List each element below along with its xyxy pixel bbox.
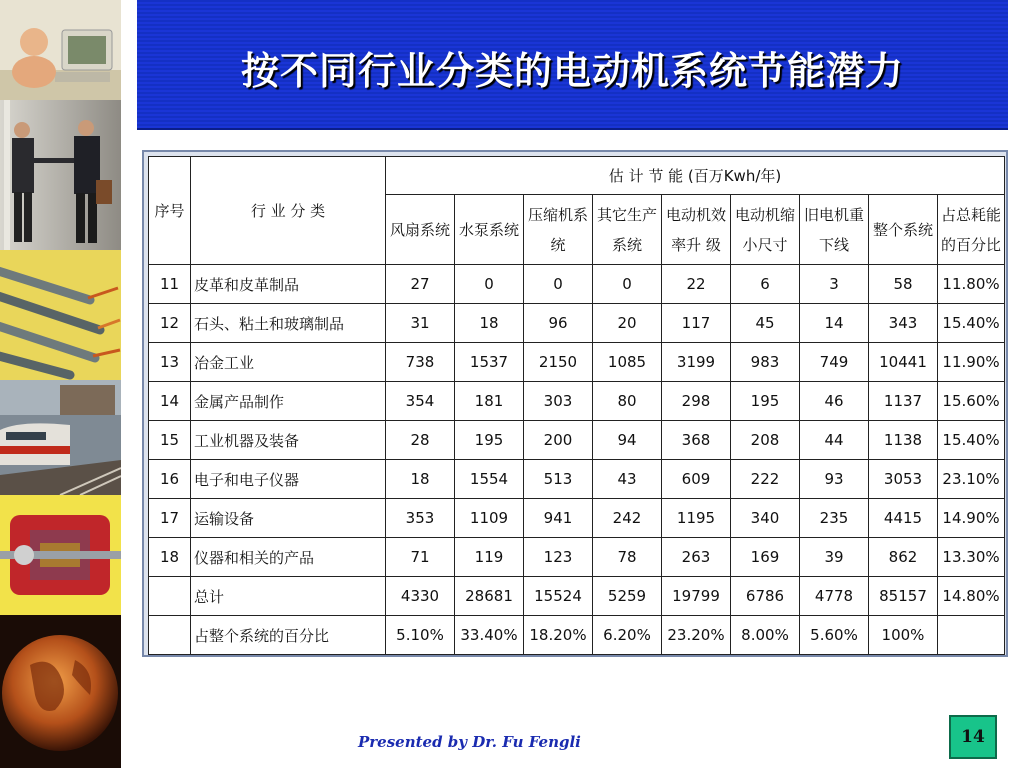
table-row bbox=[149, 538, 1005, 577]
value-cell: 44 bbox=[800, 421, 869, 460]
baby-computer-photo bbox=[0, 0, 121, 100]
industry-cell: 石头、粘土和玻璃制品 bbox=[191, 304, 386, 343]
value-cell: 4778 bbox=[800, 577, 869, 616]
value-cell: 23.10% bbox=[938, 460, 1005, 499]
seq-cell: 14 bbox=[149, 382, 191, 421]
industry-cell: 冶金工业 bbox=[191, 343, 386, 382]
value-cell: 93 bbox=[800, 460, 869, 499]
subheader-line: 电动机效 bbox=[665, 205, 726, 224]
presenter-credit: Presented by Dr. Fu Fengli bbox=[358, 733, 581, 751]
value-cell: 119 bbox=[455, 538, 524, 577]
subheader-cell bbox=[386, 195, 455, 265]
value-cell: 5259 bbox=[593, 577, 662, 616]
value-cell: 303 bbox=[524, 382, 593, 421]
value-cell: 195 bbox=[731, 382, 800, 421]
value-cell: 353 bbox=[386, 499, 455, 538]
value-cell: 1537 bbox=[455, 343, 524, 382]
table-row bbox=[149, 577, 1005, 616]
value-cell: 0 bbox=[593, 265, 662, 304]
table-row bbox=[149, 304, 1005, 343]
value-cell: 14.80% bbox=[938, 577, 1005, 616]
value-cell: 609 bbox=[662, 460, 731, 499]
value-cell: 181 bbox=[455, 382, 524, 421]
title-banner bbox=[137, 0, 1008, 130]
value-cell: 23.20% bbox=[662, 616, 731, 655]
header-industry: 行 业 分 类 bbox=[191, 157, 386, 265]
value-cell: 94 bbox=[593, 421, 662, 460]
table-row bbox=[149, 265, 1005, 304]
seq-cell: 16 bbox=[149, 460, 191, 499]
subheader-cell bbox=[662, 195, 731, 265]
value-cell: 46 bbox=[800, 382, 869, 421]
value-cell: 1109 bbox=[455, 499, 524, 538]
value-cell: 738 bbox=[386, 343, 455, 382]
subheader-line: 压缩机系 bbox=[527, 205, 588, 224]
value-cell: 1137 bbox=[869, 382, 938, 421]
value-cell: 983 bbox=[731, 343, 800, 382]
value-cell: 11.90% bbox=[938, 343, 1005, 382]
train-photo bbox=[0, 380, 121, 495]
value-cell: 39 bbox=[800, 538, 869, 577]
value-cell: 169 bbox=[731, 538, 800, 577]
subheader-line: 的百分比 bbox=[941, 235, 1002, 254]
business-handshake-photo bbox=[0, 100, 121, 250]
value-cell: 208 bbox=[731, 421, 800, 460]
subheader-cell bbox=[524, 195, 593, 265]
subheader-cell bbox=[731, 195, 800, 265]
value-cell: 28681 bbox=[455, 577, 524, 616]
value-cell: 123 bbox=[524, 538, 593, 577]
value-cell: 222 bbox=[731, 460, 800, 499]
value-cell: 71 bbox=[386, 538, 455, 577]
seq-cell: 15 bbox=[149, 421, 191, 460]
value-cell: 27 bbox=[386, 265, 455, 304]
value-cell: 862 bbox=[869, 538, 938, 577]
industry-cell: 仪器和相关的产品 bbox=[191, 538, 386, 577]
value-cell: 20 bbox=[593, 304, 662, 343]
value-cell: 3 bbox=[800, 265, 869, 304]
subheader-line: 率升 级 bbox=[671, 235, 721, 254]
table-row bbox=[149, 460, 1005, 499]
subheader-cell bbox=[593, 195, 662, 265]
value-cell: 3199 bbox=[662, 343, 731, 382]
header-estimated-savings: 估 计 节 能 (百万Kwh/年) bbox=[386, 157, 1005, 195]
value-cell: 2150 bbox=[524, 343, 593, 382]
subheader-cell bbox=[938, 195, 1005, 265]
value-cell: 1138 bbox=[869, 421, 938, 460]
seq-cell: 17 bbox=[149, 499, 191, 538]
value-cell: 96 bbox=[524, 304, 593, 343]
value-cell: 10441 bbox=[869, 343, 938, 382]
seq-cell bbox=[149, 616, 191, 655]
value-cell: 15.60% bbox=[938, 382, 1005, 421]
subheader-cell bbox=[800, 195, 869, 265]
seq-cell bbox=[149, 577, 191, 616]
value-cell: 85157 bbox=[869, 577, 938, 616]
strip-divider bbox=[121, 0, 125, 768]
industry-cell: 皮革和皮革制品 bbox=[191, 265, 386, 304]
value-cell: 22 bbox=[662, 265, 731, 304]
cables-photo bbox=[0, 250, 121, 380]
seq-cell: 13 bbox=[149, 343, 191, 382]
seq-cell: 18 bbox=[149, 538, 191, 577]
value-cell: 242 bbox=[593, 499, 662, 538]
value-cell: 1085 bbox=[593, 343, 662, 382]
value-cell: 0 bbox=[524, 265, 593, 304]
value-cell: 45 bbox=[731, 304, 800, 343]
table-row bbox=[149, 421, 1005, 460]
subheader-line: 系统 bbox=[611, 235, 642, 254]
value-cell: 235 bbox=[800, 499, 869, 538]
value-cell: 14 bbox=[800, 304, 869, 343]
value-cell: 8.00% bbox=[731, 616, 800, 655]
industry-cell: 占整个系统的百分比 bbox=[191, 616, 386, 655]
value-cell: 58 bbox=[869, 265, 938, 304]
value-cell: 343 bbox=[869, 304, 938, 343]
value-cell: 18 bbox=[455, 304, 524, 343]
industry-cell: 总计 bbox=[191, 577, 386, 616]
value-cell: 1554 bbox=[455, 460, 524, 499]
table-row bbox=[149, 499, 1005, 538]
seq-cell: 12 bbox=[149, 304, 191, 343]
value-cell: 43 bbox=[593, 460, 662, 499]
value-cell: 354 bbox=[386, 382, 455, 421]
value-cell: 298 bbox=[662, 382, 731, 421]
value-cell: 13.30% bbox=[938, 538, 1005, 577]
subheader-cell bbox=[455, 195, 524, 265]
value-cell: 18 bbox=[386, 460, 455, 499]
value-cell: 15.40% bbox=[938, 304, 1005, 343]
globe-photo bbox=[0, 615, 121, 768]
value-cell: 80 bbox=[593, 382, 662, 421]
value-cell: 941 bbox=[524, 499, 593, 538]
page-number: 14 bbox=[949, 715, 997, 759]
value-cell: 6.20% bbox=[593, 616, 662, 655]
value-cell: 28 bbox=[386, 421, 455, 460]
value-cell: 19799 bbox=[662, 577, 731, 616]
value-cell: 3053 bbox=[869, 460, 938, 499]
value-cell: 117 bbox=[662, 304, 731, 343]
industry-cell: 电子和电子仪器 bbox=[191, 460, 386, 499]
value-cell: 6786 bbox=[731, 577, 800, 616]
value-cell: 5.60% bbox=[800, 616, 869, 655]
subheader-line: 统 bbox=[550, 235, 566, 254]
value-cell: 513 bbox=[524, 460, 593, 499]
subheader-line: 小尺寸 bbox=[742, 235, 788, 254]
value-cell: 749 bbox=[800, 343, 869, 382]
industry-cell: 运输设备 bbox=[191, 499, 386, 538]
left-image-strip bbox=[0, 0, 121, 768]
subheader-line: 下线 bbox=[818, 235, 849, 254]
value-cell: 263 bbox=[662, 538, 731, 577]
value-cell: 100% bbox=[869, 616, 938, 655]
table-row bbox=[149, 343, 1005, 382]
value-cell: 5.10% bbox=[386, 616, 455, 655]
subheader-line: 电动机缩 bbox=[734, 205, 795, 224]
subheader-line: 水泵系统 bbox=[458, 220, 519, 239]
energy-savings-table bbox=[148, 156, 1005, 655]
slide-title: 按不同行业分类的电动机系统节能潜力 bbox=[240, 49, 904, 93]
value-cell: 195 bbox=[455, 421, 524, 460]
subheader-cell bbox=[869, 195, 938, 265]
value-cell: 368 bbox=[662, 421, 731, 460]
subheader-line: 旧电机重 bbox=[803, 205, 864, 224]
seq-cell: 11 bbox=[149, 265, 191, 304]
value-cell: 31 bbox=[386, 304, 455, 343]
value-cell: 18.20% bbox=[524, 616, 593, 655]
value-cell: 11.80% bbox=[938, 265, 1005, 304]
motor-cutaway-photo bbox=[0, 495, 121, 615]
subheader-line: 占总耗能 bbox=[941, 205, 1002, 224]
value-cell: 4330 bbox=[386, 577, 455, 616]
value-cell: 340 bbox=[731, 499, 800, 538]
table-row bbox=[149, 616, 1005, 655]
subheader-line: 整个系统 bbox=[872, 220, 933, 239]
value-cell: 15524 bbox=[524, 577, 593, 616]
header-seq: 序号 bbox=[149, 157, 191, 265]
subheader-line: 风扇系统 bbox=[389, 220, 450, 239]
industry-cell: 工业机器及装备 bbox=[191, 421, 386, 460]
industry-cell: 金属产品制作 bbox=[191, 382, 386, 421]
subheader-line: 其它生产 bbox=[596, 205, 657, 224]
value-cell bbox=[938, 616, 1005, 655]
value-cell: 4415 bbox=[869, 499, 938, 538]
value-cell: 200 bbox=[524, 421, 593, 460]
value-cell: 14.90% bbox=[938, 499, 1005, 538]
value-cell: 1195 bbox=[662, 499, 731, 538]
table-frame bbox=[142, 150, 1008, 657]
value-cell: 78 bbox=[593, 538, 662, 577]
value-cell: 0 bbox=[455, 265, 524, 304]
value-cell: 6 bbox=[731, 265, 800, 304]
table-row bbox=[149, 382, 1005, 421]
value-cell: 15.40% bbox=[938, 421, 1005, 460]
value-cell: 33.40% bbox=[455, 616, 524, 655]
